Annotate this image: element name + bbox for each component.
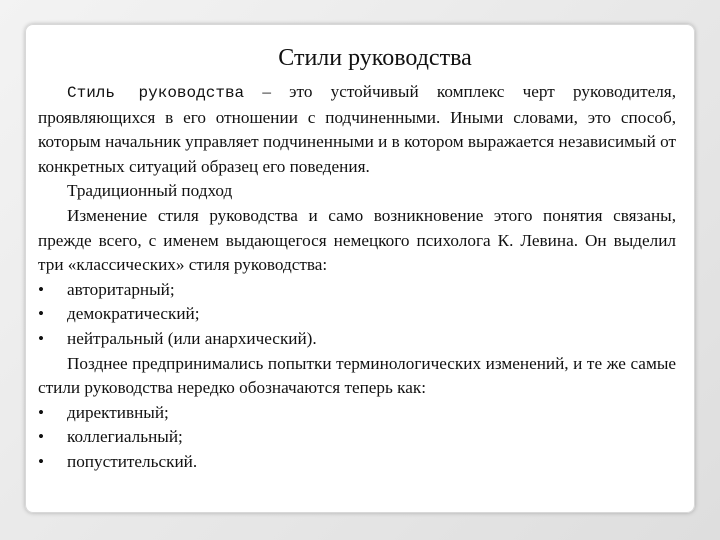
list-item: [38, 401, 676, 426]
classic-styles-list: [38, 278, 676, 352]
list-item: [38, 302, 676, 327]
bullet-icon: •: [38, 402, 45, 422]
list-item-text: попустительский.: [67, 451, 198, 471]
new-styles-list: [38, 401, 676, 475]
list-item: [38, 327, 676, 352]
list-item-text: демократический;: [67, 304, 200, 324]
list-item-text: коллегиальный;: [67, 427, 183, 447]
section-heading: Традиционный подход: [67, 181, 233, 201]
list-item-text: нейтральный (или анархический).: [67, 328, 317, 348]
paragraph-levin: Изменение стиля руководства и само возникновение этого понятия связаны, прежде всего, с именем выдающегося немецкого психолога К. Левина. Он выделил три «классических» стиля руководства:: [38, 205, 676, 275]
list-item-text: авторитарный;: [67, 279, 175, 299]
slide-content: [38, 80, 676, 475]
bullet-icon: •: [38, 279, 45, 299]
list-item: [38, 278, 676, 303]
bullet-icon: •: [38, 427, 45, 447]
definition-term: Стиль руководства: [67, 84, 245, 102]
list-item: [38, 425, 676, 450]
bullet-icon: •: [38, 451, 45, 471]
definition-text: – это устойчивый комплекс черт руководителя, проявляющихся в его отношении с подчиненными. Иными словами, это способ, которым начальник управляет подчиненными и в котором выражается независимый от конкретных ситуаций образец его поведения.: [38, 82, 676, 176]
bullet-icon: •: [38, 328, 45, 348]
slide-title: Стили руководства: [278, 45, 472, 71]
list-item-text: директивный;: [67, 402, 169, 422]
paragraph-later: Позднее предпринимались попытки терминологических изменений, и те же самые стили руководства нередко обозначаются теперь как:: [38, 353, 676, 398]
list-item: [38, 450, 676, 475]
bullet-icon: •: [38, 304, 45, 324]
definition-paragraph: [38, 80, 676, 179]
